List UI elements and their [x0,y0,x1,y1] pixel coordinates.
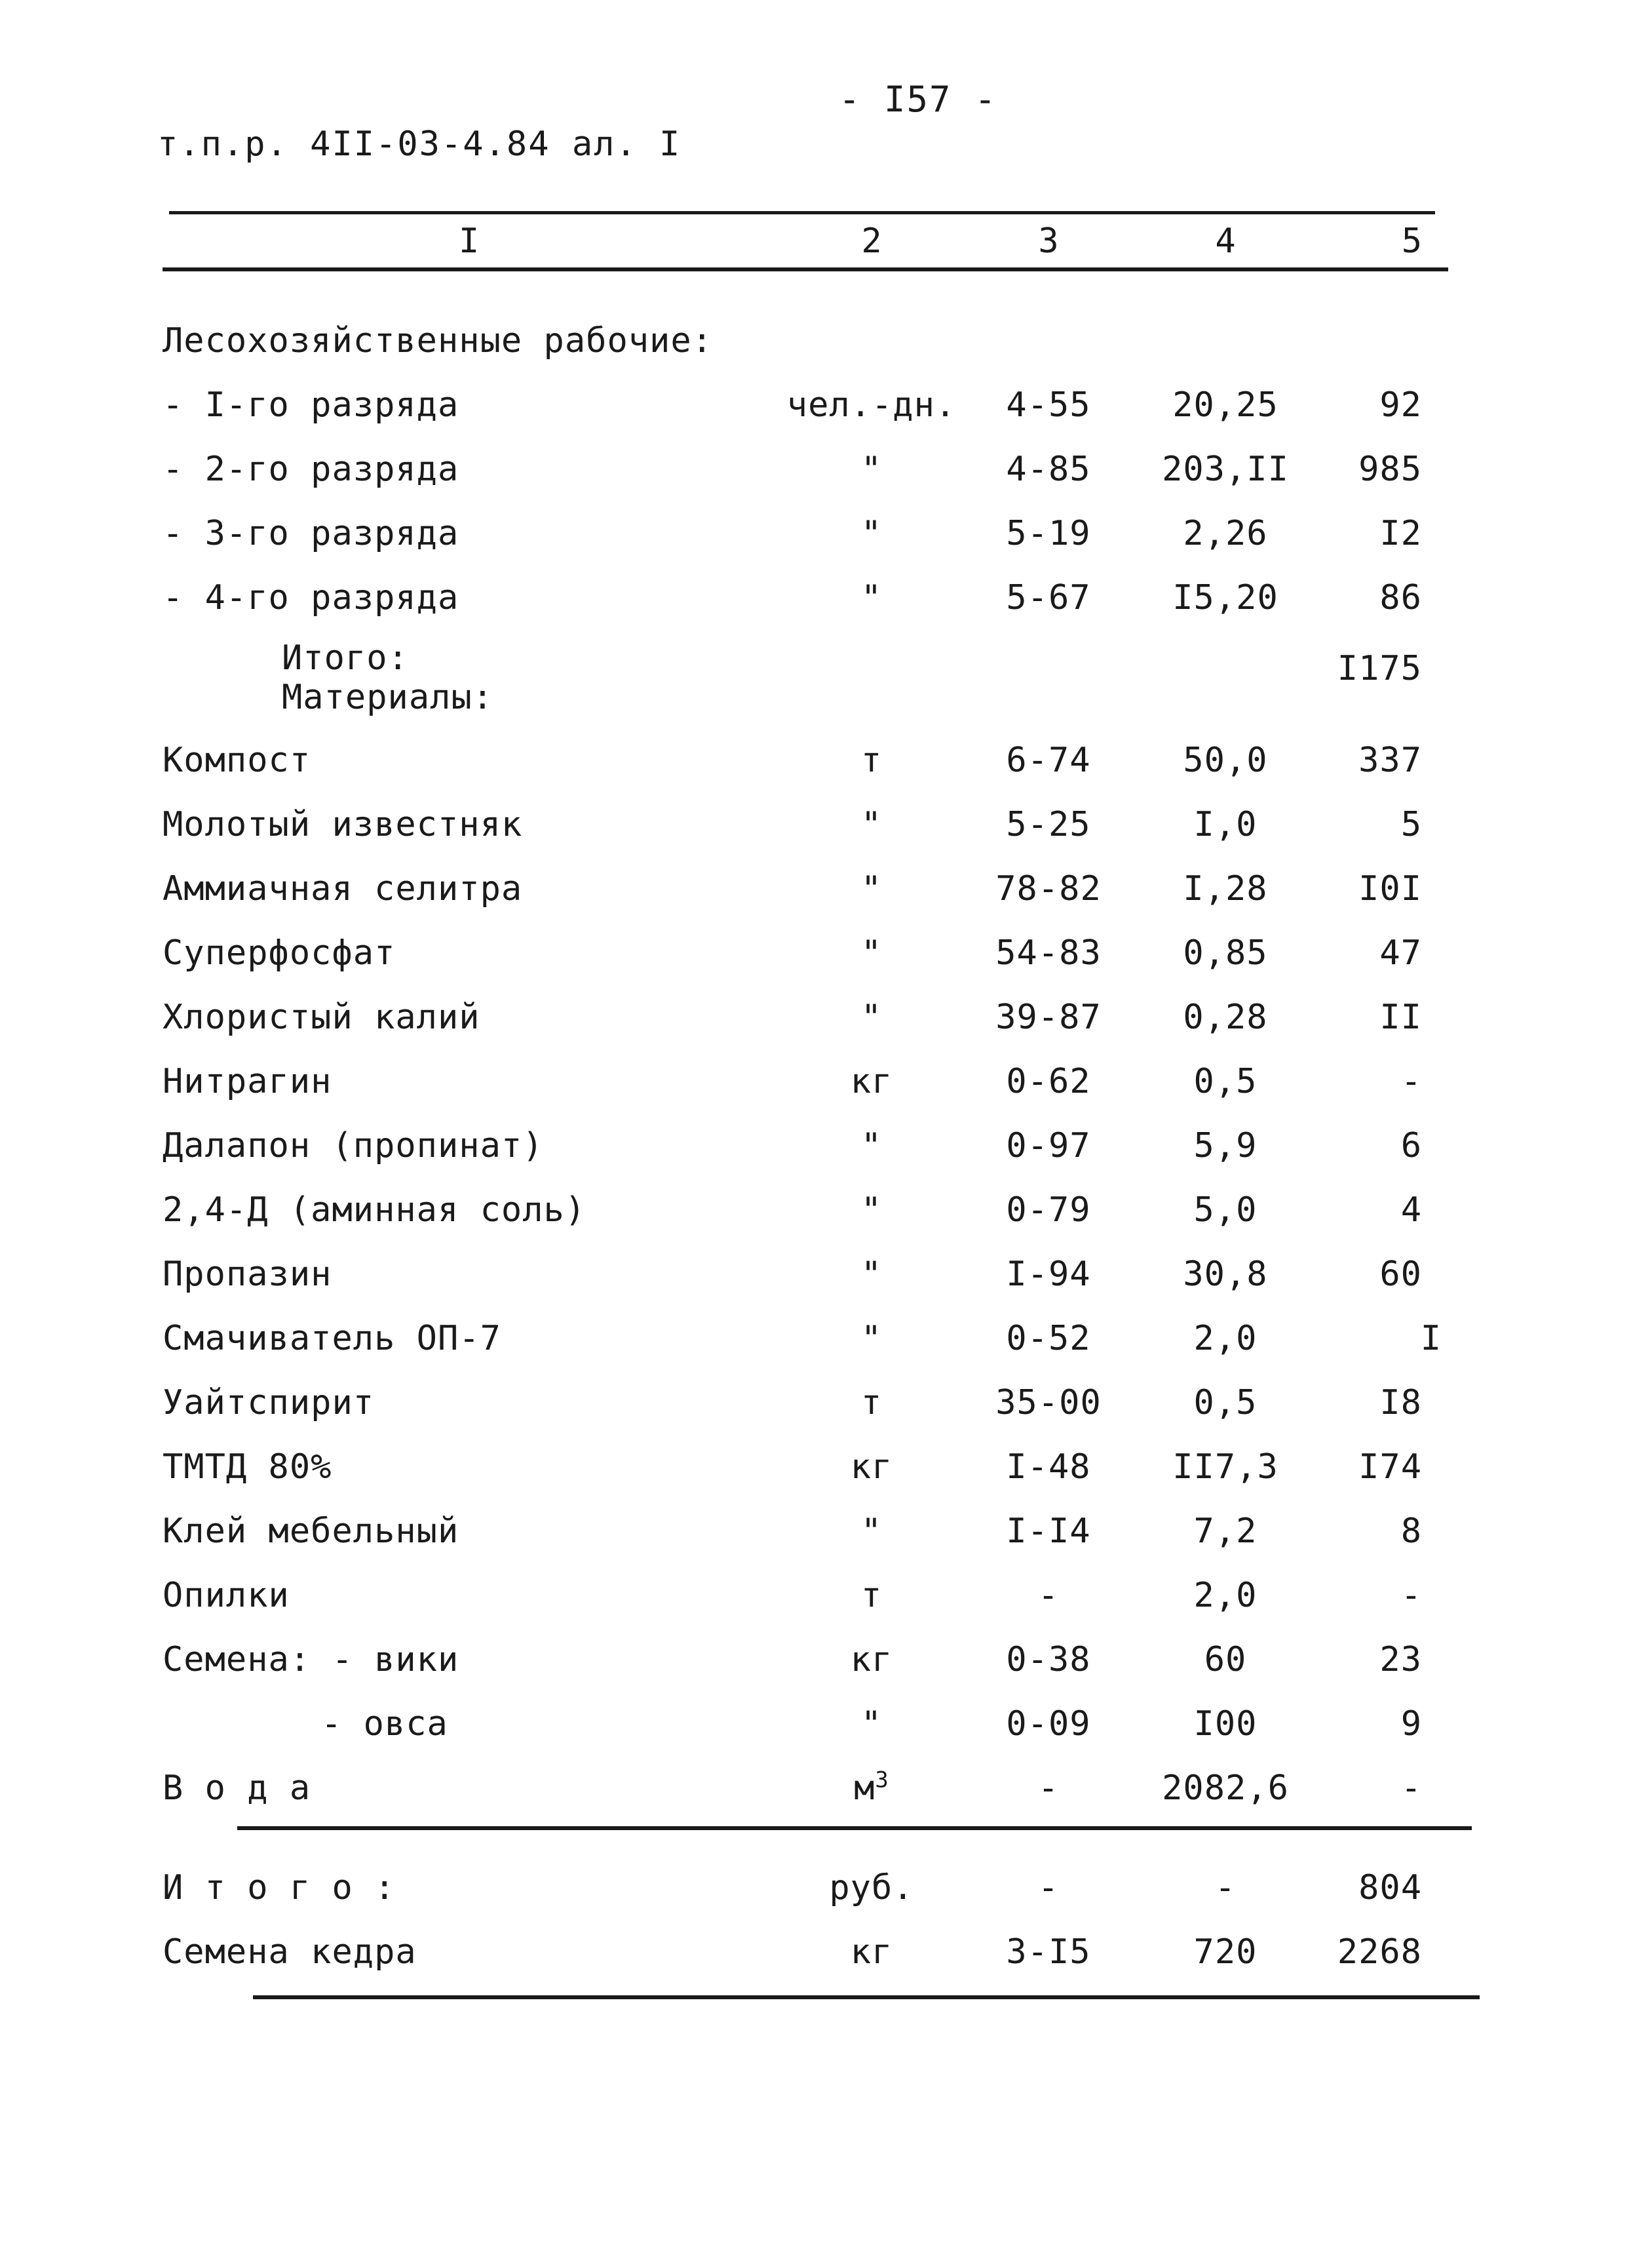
row-sum: 9 [1400,1704,1422,1744]
unit-text: м [854,1769,875,1808]
row-unit: " [860,514,883,553]
row-sum: 47 [1379,933,1422,973]
row-price: 78-82 [995,869,1102,909]
table-header-bottom-rule [163,267,1448,271]
row-sum: I0I [1358,869,1422,909]
row-name: Суперфосфат [163,933,396,973]
row-price: 0-38 [1006,1640,1091,1679]
row-price: 5-25 [1006,805,1091,844]
row-sum: 985 [1358,450,1422,489]
row-unit: т [860,1576,883,1615]
row-price: I-94 [1006,1255,1091,1294]
row-sum: 86 [1379,578,1422,617]
section-heading-workers: Лесохозяйственные рабочие: [163,321,713,361]
row-quantity: 0,5 [1193,1062,1258,1101]
row-name: Смачиватель ОП-7 [163,1319,501,1358]
column-header-5: 5 [1401,222,1422,261]
total-top-rule [237,1826,1472,1830]
row-name: Далапон (пропинат) [163,1126,544,1165]
row-price: I-I4 [1006,1512,1091,1551]
row-unit: кг [850,1640,893,1679]
row-sum: 5 [1400,805,1422,844]
row-name: Молотый известняк [163,805,523,844]
row-sum: I74 [1358,1447,1422,1487]
row-unit: кг [850,1447,893,1487]
row-name: Опилки [163,1576,290,1615]
row-name: Пропазин [163,1255,332,1294]
materials-label: Материалы: [282,678,494,717]
row-quantity: I,28 [1183,869,1268,909]
row-quantity: 5,0 [1193,1190,1258,1230]
page-number: - I57 - [839,79,997,120]
row-unit: " [860,933,883,973]
workers-total-label: Итого: [282,638,409,678]
row-quantity: 2,26 [1183,514,1268,553]
row-unit: " [860,1704,883,1744]
row-quantity: I00 [1193,1704,1258,1744]
column-header-1: I [459,222,480,261]
row-quantity: - [1214,1868,1237,1907]
row-name: Хлористый калий [163,998,480,1037]
row-price: 35-00 [995,1383,1102,1422]
row-unit: " [860,1319,883,1358]
row-quantity: 5,9 [1193,1126,1258,1165]
row-sum: 23 [1379,1640,1422,1679]
row-quantity: 20,25 [1172,385,1278,425]
row-price: 54-83 [995,933,1102,973]
row-name: - 2-го разряда [163,450,459,489]
row-quantity: I5,20 [1172,578,1278,617]
row-price: 0-97 [1006,1126,1091,1165]
row-unit: кг [850,1062,893,1101]
row-unit: кг [850,1932,893,1972]
row-price: I-48 [1006,1447,1091,1487]
row-price: - [1037,1769,1060,1808]
row-price: 39-87 [995,998,1102,1037]
row-name: Семена кедра [163,1932,417,1972]
row-sum: I [1420,1319,1442,1358]
row-unit: " [860,1512,883,1551]
table-bottom-rule [253,1995,1480,1999]
row-sum: I2 [1379,514,1422,553]
row-name: - 4-го разряда [163,578,459,617]
row-sum: 337 [1358,741,1422,780]
row-price: 4-85 [1006,450,1091,489]
row-price: 0-52 [1006,1319,1091,1358]
row-price: 6-74 [1006,741,1091,780]
row-quantity: 0,5 [1193,1383,1258,1422]
row-name: - 3-го разряда [163,514,459,553]
row-quantity: 0,28 [1183,998,1268,1037]
row-sum: 2268 [1337,1932,1422,1972]
row-quantity: 2,0 [1193,1576,1258,1615]
row-unit: " [860,869,883,909]
row-sum: - [1400,1769,1422,1808]
workers-total-sum: I175 [1337,649,1422,688]
row-price: - [1037,1868,1060,1907]
row-price: 0-09 [1006,1704,1091,1744]
row-name: ТМТД 80% [163,1447,332,1487]
document-reference: т.п.р. 4II-03-4.84 ал. I [157,125,682,164]
row-name: - I-го разряда [163,385,459,425]
row-quantity: I,0 [1193,805,1258,844]
row-unit: " [860,805,883,844]
row-name: 2,4-Д (аминная соль) [163,1190,586,1230]
row-unit: " [860,578,883,617]
row-sum: 804 [1358,1868,1422,1907]
column-header-3: 3 [1038,222,1059,261]
row-unit: " [860,1255,883,1294]
row-quantity: II7,3 [1172,1447,1278,1487]
row-unit: " [860,998,883,1037]
row-unit: " [860,1190,883,1230]
row-unit: чел.-дн. [786,385,957,425]
row-price: 5-19 [1006,514,1091,553]
row-price: 3-I5 [1006,1932,1091,1972]
row-quantity: 7,2 [1193,1512,1258,1551]
row-name: - овса [321,1704,448,1744]
row-name: И т о г о : [163,1868,396,1907]
row-sum: 8 [1400,1512,1422,1551]
row-quantity: 0,85 [1183,933,1268,973]
row-sum: I8 [1379,1383,1422,1422]
row-name: Клей мебельный [163,1512,459,1551]
row-quantity: 30,8 [1183,1255,1268,1294]
row-quantity: 720 [1193,1932,1258,1972]
row-sum: 60 [1379,1255,1422,1294]
row-sum: - [1400,1062,1422,1101]
row-quantity: 2,0 [1193,1319,1258,1358]
row-quantity: 60 [1204,1640,1247,1679]
row-name: Аммиачная селитра [163,869,523,909]
row-sum: 6 [1400,1126,1422,1165]
row-name: Нитрагин [163,1062,332,1101]
row-price: 5-67 [1006,578,1091,617]
row-sum: - [1400,1576,1422,1615]
row-name: Компост [163,741,311,780]
column-header-4: 4 [1215,222,1236,261]
row-sum: 92 [1379,385,1422,425]
row-price: - [1037,1576,1060,1615]
table-top-rule [169,211,1435,214]
row-unit [773,1769,970,1808]
row-sum: II [1379,998,1422,1037]
row-unit: т [860,741,883,780]
row-name: В о д а [163,1769,311,1808]
column-header-2: 2 [861,222,882,261]
row-quantity: 2082,6 [1162,1769,1289,1808]
row-unit: " [860,450,883,489]
row-quantity: 203,II [1162,450,1289,489]
row-price: 0-79 [1006,1190,1091,1230]
row-price: 0-62 [1006,1062,1091,1101]
row-unit: " [860,1126,883,1165]
row-quantity: 50,0 [1183,741,1268,780]
row-sum: 4 [1400,1190,1422,1230]
row-name: Семена: - вики [163,1640,459,1679]
row-name: Уайтспирит [163,1383,375,1422]
row-unit: руб. [829,1868,914,1907]
row-unit: т [860,1383,883,1422]
row-price: 4-55 [1006,385,1091,425]
unit-superscript: 3 [875,1767,889,1793]
